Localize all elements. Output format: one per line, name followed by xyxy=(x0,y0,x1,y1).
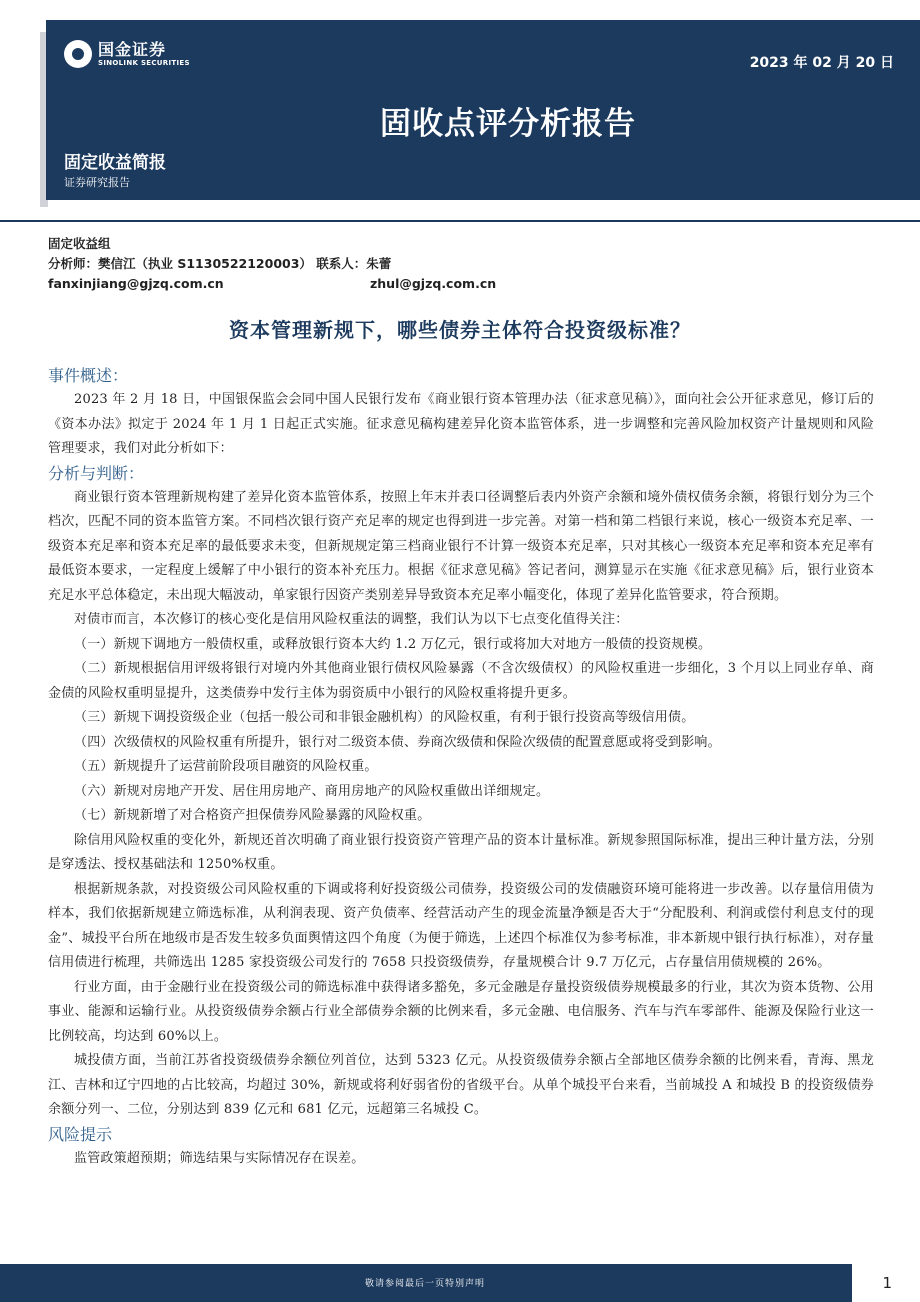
change-item: （二）新规根据信用评级将银行对境内外其他商业银行债权风险暴露（不含次级债权）的风险权重进一步细化，3 个月以上同业存单、商金债的风险权重明显提升，这类债券中发行主体为弱资质中小银行的风险权重将提升更多。 xyxy=(48,661,874,701)
report-subsection: 证券研究报告 xyxy=(64,176,130,189)
change-item: （六）新规对房地产开发、居住用房地产、商用房地产的风险权重做出详细规定。 xyxy=(74,783,550,799)
change-item: （一）新规下调地方一般债权重，或释放银行资本大约 1.2 万亿元，银行或将加大对地方一般债的投资规模。 xyxy=(74,636,712,652)
report-header xyxy=(46,20,920,200)
contact-email[interactable]: zhul@gjzq.com.cn xyxy=(370,276,497,291)
change-item: （五）新规提升了运营前阶段项目融资的风险权重。 xyxy=(74,759,378,774)
report-type-title: 固收点评分析报告 xyxy=(380,106,636,142)
change-item: （三）新规下调投资级企业（包括一般公司和非银金融机构）的风险权重，有利于银行投资高等级信用债。 xyxy=(74,710,695,725)
page-number: 1 xyxy=(882,1274,892,1292)
header-divider xyxy=(0,220,920,222)
analyst-line: 分析师：樊信江（执业 S1130522120003） 联系人：朱蕾 xyxy=(48,256,392,271)
research-group: 固定收益组 xyxy=(48,236,111,251)
analyst-email[interactable]: fanxinjiang@gjzq.com.cn xyxy=(48,276,224,291)
event-heading: 事件概述： xyxy=(48,366,129,385)
logo-name-en: SINOLINK SECURITIES xyxy=(98,58,190,67)
analysis-paragraph: 对债市而言，本次修订的核心变化是信用风险权重法的调整，我们认为以下七点变化值得关注： xyxy=(74,612,629,627)
document-title: 资本管理新规下，哪些债券主体符合投资级标准？ xyxy=(229,318,691,342)
analysis-heading: 分析与判断： xyxy=(48,463,145,483)
analysis-paragraph: 城投债方面，当前江苏省投资级债券余额位列首位，达到 5323 亿元。从投资级债券余额占全部地区债券余额的比例来看，青海、黑龙江、吉林和辽宁四地的占比较高，均超过 30%，新规或将利好弱省份的省级平台。从单个城投平台来看，当前城投 A 和城投 B 的投资级债券余额分列一、二位，分别达到 839 亿元和 681 亿元，远超第三名城投 C。 xyxy=(48,1053,874,1117)
analysis-paragraph: 根据新规条款，对投资级公司风险权重的下调或将利好投资级公司债券，投资级公司的发债融资环境可能将进一步改善。以存量信用债为样本，我们依据新规建立筛选标准，从利润表现、资产负债率、经营活动产生的现金流量净额是否大于“分配股利、利润或偿付利息支付的现金”、城投平台所在地级市是否发生较多负面舆情这四个角度（为便于筛选，上述四个标准仅为参考标准，非本新规中银行执行标准），对存量信用债进行梳理，共筛选出 1285 家投资级公司发行的 7658 只投资级债券，存量规模合计 9.7 万亿元，占存量信用债规模的 26%。 xyxy=(48,881,874,970)
analysis-paragraph: 行业方面，由于金融行业在投资级公司的筛选标准中获得诸多豁免，多元金融是存量投资级债券规模最多的行业，其次为资本货物、公用事业、能源和运输行业。从投资级债券余额占行业全部债券余额的比例来看，多元金融、电信服务、汽车与汽车零部件、能源及保险行业这一比例较高，均达到 60%以上。 xyxy=(48,979,874,1044)
disclaimer-note: 敬请参阅最后一页特别声明 xyxy=(364,1279,485,1289)
change-item: （七）新规新增了对合格资产担保债券风险暴露的风险权重。 xyxy=(74,808,431,823)
page-number-box xyxy=(852,1264,920,1302)
change-item: （四）次级债权的风险权重有所提升，银行对二级资本债、券商次级债和保险次级债的配置意愿或将受到影响。 xyxy=(74,734,721,750)
report-body xyxy=(48,364,874,1171)
analysis-paragraph: 除信用风险权重的变化外，新规还首次明确了商业银行投资资产管理产品的资本计量标准。新规参照国际标准，提出三种计量方法，分别是穿透法、授权基础法和 1250%权重。 xyxy=(48,832,874,872)
logo-mark-icon xyxy=(64,40,92,68)
logo-name-cn: 国金证券 xyxy=(98,39,167,59)
company-logo xyxy=(64,40,190,68)
analysis-paragraph: 商业银行资本管理新规构建了差异化资本监管体系，按照上年末并表口径调整后表内外资产余额和境外债权债务余额，将银行划分为三个档次，匹配不同的资本监管方案。不同档次银行资产充足率的规定也得到进一步完善。对第一档和第二档银行来说，核心一级资本充足率、一级资本充足率和资本充足率的最低要求未变，但新规规定第三档商业银行不计算一级资本充足率，只对其核心一级资本充足率和资本充足率有最低资本要求，一定程度上缓解了中小银行的资本补充压力。根据《征求意见稿》答记者问，测算显示在实施《征求意见稿》后，银行业资本充足水平总体稳定，未出现大幅波动，单家银行因资产类别差异导致资本充足率小幅变化，体现了差异化监管要求，符合预期。 xyxy=(48,489,874,603)
page-footer xyxy=(0,1264,920,1302)
event-paragraph: 2023 年 2 月 18 日，中国银保监会会同中国人民银行发布《商业银行资本管理办法（征求意见稿）》，面向社会公开征求意见，修订后的《资本办法》拟定于 2024 年 1 月 1 日起正式实施。征求意见稿构建差异化资本监管体系，进一步调整和完善风险加权资产计量规则和风险管理要求，我们对此分析如下： xyxy=(48,392,874,456)
author-block xyxy=(48,234,497,294)
risk-heading: 风险提示 xyxy=(48,1124,113,1144)
risk-paragraph: 监管政策超预期；筛选结果与实际情况存在误差。 xyxy=(74,1150,365,1166)
report-date: 2023 年 02 月 20 日 xyxy=(749,55,894,71)
report-section: 固定收益简报 xyxy=(64,153,166,173)
